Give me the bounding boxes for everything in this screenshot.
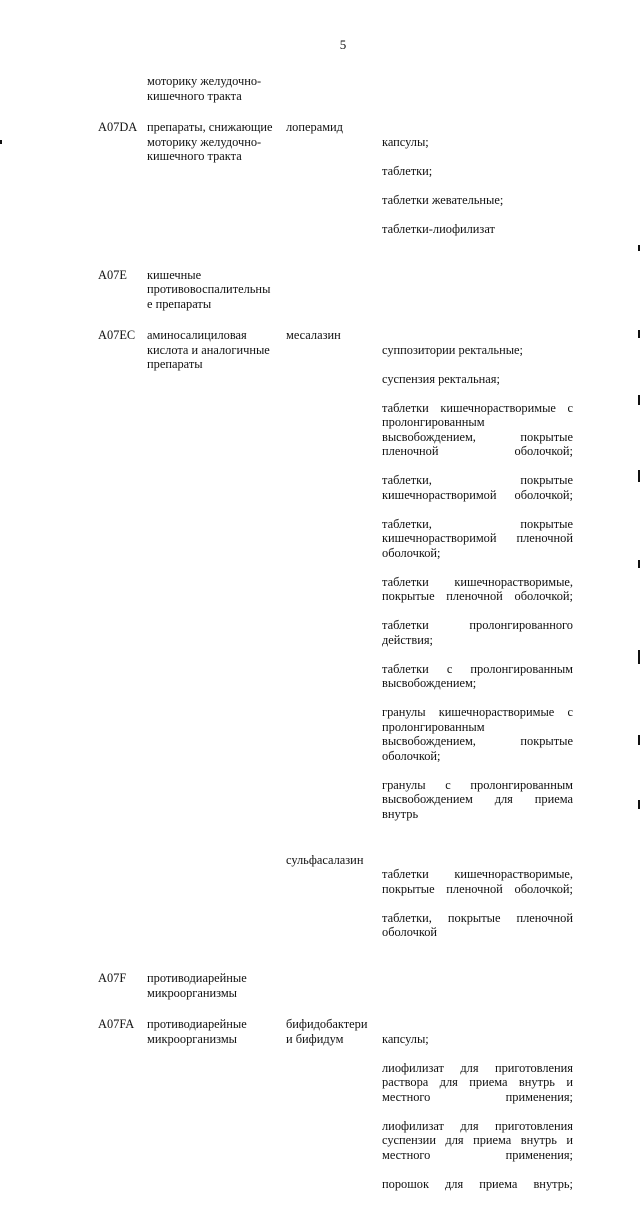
anatomical-group: препараты, снижающие моторику желудочно- кишечного тракта [147, 120, 273, 163]
dosage-form: таблетки, покрытые кишечнорастворимой оболочкой; [382, 473, 573, 502]
anatomical-group: аминосалициловая кислота и аналогичные препараты [147, 328, 270, 371]
dosage-form: таблетки, покрытые пленочной оболочкой [382, 910, 573, 939]
dosage-form: таблетки кишечнорастворимые с пролонгированным высвобождением, покрытые пленочной оболочкой; [382, 400, 573, 458]
dosage-form: таблетки, покрытые кишечнорастворимой пленочной оболочкой; [382, 516, 573, 560]
table-row [95, 1017, 573, 1206]
drug-name [286, 971, 382, 1000]
drug-name: бифидобактери и бифидум [286, 1017, 368, 1046]
anatomical-group: противодиарейные микроорганизмы [147, 1017, 247, 1046]
dosage-form: капсулы; [382, 1031, 429, 1046]
table-row [95, 328, 573, 836]
dosage-form: таблетки с пролонгированным высвобождением; [382, 661, 573, 690]
atc-code [95, 74, 147, 103]
dosage-form: суппозитории ректальные; [382, 342, 523, 357]
dosage-form: таблетки кишечнорастворимые, покрытые пленочной оболочкой; [382, 574, 573, 603]
drug-name [286, 74, 382, 103]
dosage-form: таблетки кишечнорастворимые, покрытые пленочной оболочкой; [382, 867, 573, 896]
atc-code: A07EC [98, 328, 136, 342]
dosage-form: таблетки; [382, 163, 433, 178]
dosage-forms [382, 971, 573, 1000]
medicines-table [95, 74, 573, 1206]
drug-name: лоперамид [286, 120, 343, 134]
atc-code: A07DA [98, 120, 138, 134]
dosage-forms [382, 328, 573, 836]
drug-name: сульфасалазин [286, 852, 364, 867]
dosage-forms [382, 853, 573, 955]
dosage-form: таблетки пролонгированного действия; [382, 618, 573, 647]
table-row [95, 268, 573, 312]
table-row [95, 120, 573, 251]
anatomical-group: противодиарейные микроорганизмы [147, 971, 247, 1000]
dosage-form: капсулы; [382, 134, 429, 149]
dosage-form: таблетки жевательные; [382, 192, 504, 207]
table-row [95, 74, 573, 103]
scan-edge-mark [0, 140, 2, 144]
anatomical-group [147, 853, 286, 955]
dosage-forms [382, 74, 573, 103]
dosage-form: лиофилизат для приготовления раствора для приема внутрь и местного применения; [382, 1060, 573, 1104]
page-number: 5 [339, 37, 347, 52]
anatomical-group: кишечные противовоспалительны е препараты [147, 267, 271, 311]
atc-code: A07E [98, 267, 127, 282]
atc-code: A07F [98, 971, 127, 985]
anatomical-group: моторику желудочно- кишечного тракта [147, 74, 262, 103]
dosage-forms [382, 1017, 573, 1206]
drug-name [286, 268, 382, 312]
dosage-form: гранулы с пролонгированным высвобождением для приема внутрь [382, 777, 573, 821]
dosage-forms [382, 120, 573, 251]
table-row [95, 971, 573, 1000]
dosage-forms [382, 268, 573, 312]
drug-name: месалазин [286, 328, 341, 342]
atc-code [95, 853, 147, 955]
dosage-form: лиофилизат для приготовления суспензии для приема внутрь и местного применения; [382, 1118, 573, 1162]
dosage-form: гранулы кишечнорастворимые с пролонгированным высвобождением, покрытые оболочкой; [382, 705, 573, 763]
dosage-form: таблетки-лиофилизат [382, 221, 495, 236]
table-row [95, 853, 573, 955]
dosage-form: суспензия ректальная; [382, 371, 500, 386]
atc-code: A07FA [98, 1017, 135, 1031]
dosage-form: порошок для приема внутрь; [382, 1176, 573, 1191]
